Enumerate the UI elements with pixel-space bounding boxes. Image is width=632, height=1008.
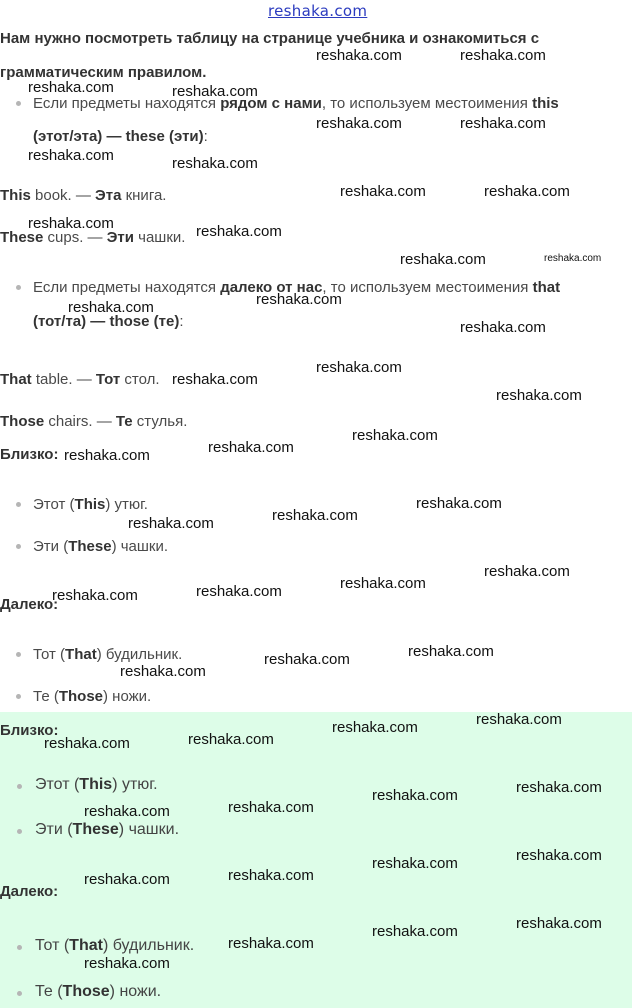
example-near-1: This book. — Эта книга. xyxy=(0,187,167,204)
watermark: reshaka.com xyxy=(228,799,314,816)
rule-far-line-1: Если предметы находятся далеко от нас, то используем местоимения that xyxy=(33,279,561,296)
watermark: reshaka.com xyxy=(316,47,402,64)
watermark: reshaka.com xyxy=(400,251,486,268)
watermark: reshaka.com xyxy=(416,495,502,512)
watermark: reshaka.com xyxy=(84,955,170,972)
watermark: reshaka.com xyxy=(28,79,114,96)
watermark: reshaka.com xyxy=(408,643,494,660)
watermark: reshaka.com xyxy=(52,587,138,604)
watermark: reshaka.com xyxy=(372,923,458,940)
rule-near-line-1: Если предметы находятся рядом с нами, то используем местоимения this xyxy=(33,95,559,112)
watermark: reshaka.com xyxy=(28,215,114,232)
watermark: reshaka.com xyxy=(460,115,546,132)
watermark: reshaka.com xyxy=(128,515,214,532)
watermark: reshaka.com xyxy=(172,83,258,100)
watermark: reshaka.com xyxy=(340,575,426,592)
example-far-1: That table. — Тот стол. xyxy=(0,371,160,388)
list-item: Эти (These) чашки. xyxy=(35,821,180,838)
bullet-dot xyxy=(16,502,21,507)
intro-line-1: Нам нужно посмотреть таблицу на странице учебника и ознакомиться с xyxy=(0,30,540,47)
watermark: reshaka.com xyxy=(64,447,150,464)
rule-near-line-2: (этот/эта) — these (эти): xyxy=(33,128,208,145)
watermark: reshaka.com xyxy=(316,359,402,376)
watermark: reshaka.com xyxy=(484,563,570,580)
bullet-dot xyxy=(17,945,22,950)
example-far-2: Those chairs. — Те стулья. xyxy=(0,413,188,430)
bullet-dot xyxy=(17,784,22,789)
watermark: reshaka.com xyxy=(272,507,358,524)
watermark: reshaka.com xyxy=(120,663,206,680)
watermark: reshaka.com xyxy=(316,115,402,132)
list-item: Этот (This) утюг. xyxy=(35,776,158,793)
near-heading: Близко: xyxy=(0,446,59,463)
watermark: reshaka.com xyxy=(208,439,294,456)
watermark: reshaka.com xyxy=(68,299,154,316)
watermark: reshaka.com xyxy=(188,731,274,748)
list-item: Эти (These) чашки. xyxy=(33,538,169,555)
intro-line-2: грамматическим правилом. xyxy=(0,64,207,81)
watermark: reshaka.com xyxy=(460,47,546,64)
bullet-dot xyxy=(17,829,22,834)
watermark: reshaka.com xyxy=(544,253,602,264)
watermark: reshaka.com xyxy=(352,427,438,444)
watermark: reshaka.com xyxy=(172,155,258,172)
watermark: reshaka.com xyxy=(516,847,602,864)
list-item: Тот (That) будильник. xyxy=(33,646,183,663)
bullet-dot xyxy=(16,285,21,290)
watermark: reshaka.com xyxy=(340,183,426,200)
example-near-2: These cups. — Эти чашки. xyxy=(0,229,186,246)
watermark: reshaka.com xyxy=(196,583,282,600)
site-link[interactable]: reshaka.com xyxy=(268,2,368,20)
watermark: reshaka.com xyxy=(484,183,570,200)
watermark: reshaka.com xyxy=(516,779,602,796)
watermark: reshaka.com xyxy=(28,147,114,164)
watermark: reshaka.com xyxy=(496,387,582,404)
watermark: reshaka.com xyxy=(84,803,170,820)
watermark: reshaka.com xyxy=(372,855,458,872)
watermark: reshaka.com xyxy=(332,719,418,736)
far-heading: Далеко: xyxy=(0,596,59,613)
list-item: Тот (That) будильник. xyxy=(35,937,195,954)
watermark: reshaka.com xyxy=(256,291,342,308)
bullet-dot xyxy=(16,694,21,699)
bullet-dot xyxy=(16,652,21,657)
watermark: reshaka.com xyxy=(44,735,130,752)
watermark: reshaka.com xyxy=(228,935,314,952)
watermark: reshaka.com xyxy=(228,867,314,884)
watermark: reshaka.com xyxy=(172,371,258,388)
bullet-dot xyxy=(17,991,22,996)
watermark: reshaka.com xyxy=(516,915,602,932)
watermark: reshaka.com xyxy=(196,223,282,240)
near-heading: Близко: xyxy=(0,722,59,739)
rule-far-line-2: (тот/та) — those (те): xyxy=(33,313,184,330)
far-heading: Далеко: xyxy=(0,883,59,900)
watermark: reshaka.com xyxy=(372,787,458,804)
bullet-dot xyxy=(16,544,21,549)
bullet-dot xyxy=(16,101,21,106)
list-item: Те (Those) ножи. xyxy=(33,688,152,705)
list-item: Этот (This) утюг. xyxy=(33,496,148,513)
watermark: reshaka.com xyxy=(476,711,562,728)
watermark: reshaka.com xyxy=(460,319,546,336)
list-item: Те (Those) ножи. xyxy=(35,983,162,1000)
watermark: reshaka.com xyxy=(264,651,350,668)
watermark: reshaka.com xyxy=(84,871,170,888)
